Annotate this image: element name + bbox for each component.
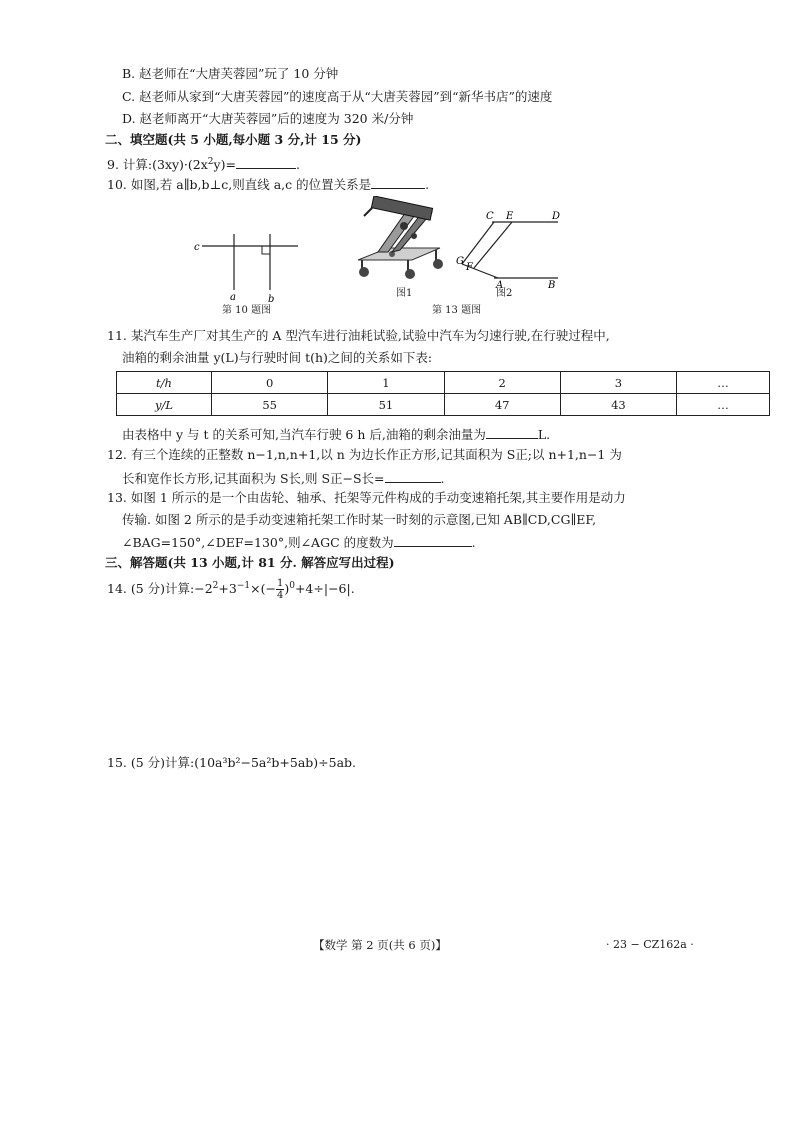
label-c: c xyxy=(194,242,200,253)
table-cell: … xyxy=(677,394,770,416)
label-C: C xyxy=(486,211,494,222)
q10-text: 10. 如图,若 a∥b,b⊥c,则直线 a,c 的位置关系是 xyxy=(107,177,372,192)
table-row xyxy=(117,372,770,394)
q13-line3-text: ∠BAG=150°,∠DEF=130°,则∠AGC 的度数为 xyxy=(122,535,394,550)
gearbox-bracket-illustration xyxy=(348,196,452,284)
figure-1-caption: 图1 xyxy=(396,288,413,299)
fuel-table xyxy=(116,371,770,416)
option-b: B. 赵老师在“大唐芙蓉园”玩了 10 分钟 xyxy=(122,66,339,81)
table-cell: y/L xyxy=(117,394,212,416)
line-cg xyxy=(462,222,494,264)
q14-suffix: +4÷|−6|. xyxy=(294,581,355,597)
question-11-line3 xyxy=(122,425,550,443)
option-c: C. 赵老师从家到“大唐芙蓉园”的速度高于从“大唐芙蓉园”到“新华书店”的速度 xyxy=(122,89,553,104)
q14-exp2: −1 xyxy=(236,581,251,591)
question-15: 15. (5 分)计算:(10a³b²−5a²b+5ab)÷5ab. xyxy=(107,755,357,770)
label-G: G xyxy=(456,256,464,267)
label-B: B xyxy=(548,280,556,291)
question-13-line3 xyxy=(122,533,476,551)
label-a: a xyxy=(230,292,236,303)
q10-answer-blank[interactable] xyxy=(371,175,425,189)
question-13-line2: 传输. 如图 2 所示的是手动变速箱托架工作时某一时刻的示意图,已知 AB∥CD,CG∥EF, xyxy=(122,512,597,527)
q12-end: . xyxy=(440,471,445,486)
page-code: · 23 − CZ162a · xyxy=(606,938,694,951)
q14-numerator: 1 xyxy=(276,578,284,590)
q11-line3-text: 由表格中 y 与 t 的关系可知,当汽车行驶 6 h 后,油箱的剩余油量为 xyxy=(122,427,486,442)
q14-exp3: 0 xyxy=(289,581,295,591)
section-heading-answers: 三、解答题(共 13 小题,计 81 分. 解答应写出过程) xyxy=(105,555,395,570)
question-11-line2: 油箱的剩余油量 y(L)与行驶时间 t(h)之间的关系如下表: xyxy=(122,350,433,365)
question-13-line1: 13. 如图 1 所示的是一个由齿轮、轴承、托架等元件构成的手动变速箱托架,其主要作用是动力 xyxy=(107,490,626,505)
question-11-line1: 11. 某汽车生产厂对其生产的 A 型汽车进行油耗试验,试验中汽车为匀速行驶,在行驶过程中, xyxy=(107,328,610,343)
label-D: D xyxy=(552,211,561,222)
question-12-line1: 12. 有三个连续的正整数 n−1,n,n+1,以 n 为边长作正方形,记其面积为 S正;以 n+1,n−1 为 xyxy=(107,447,622,462)
table-cell: t/h xyxy=(117,372,212,394)
figure-2-diagram xyxy=(454,206,566,292)
q13-end: . xyxy=(471,535,476,550)
right-angle-mark xyxy=(262,246,270,254)
q14-prefix: 14. (5 分)计算:−2 xyxy=(107,581,213,597)
label-F: F xyxy=(466,262,473,273)
section-heading-fill-in: 二、填空题(共 5 小题,每小题 3 分,计 15 分) xyxy=(105,132,362,147)
q10-end: . xyxy=(425,177,430,192)
figure-10-caption: 第 10 题图 xyxy=(222,305,272,316)
label-A: A xyxy=(496,280,504,291)
question-12-line2 xyxy=(122,469,445,487)
q12-answer-blank[interactable] xyxy=(385,469,441,483)
table-cell: 3 xyxy=(560,372,676,394)
q9-exponent: 2 xyxy=(207,157,214,167)
q11-unit: L. xyxy=(537,427,551,442)
page-footer: 【数学 第 2 页(共 6 页)】 xyxy=(313,938,447,952)
q9-prefix: 9. 计算:(3xy)·(2x xyxy=(107,157,208,173)
question-14 xyxy=(107,578,355,608)
question-9 xyxy=(107,154,300,173)
table-cell: 2 xyxy=(444,372,560,394)
table-row xyxy=(117,394,770,416)
q11-answer-blank[interactable] xyxy=(486,425,538,439)
table-cell: 51 xyxy=(328,394,444,416)
q14-close: ) xyxy=(284,581,290,597)
q9-answer-blank[interactable] xyxy=(236,155,296,169)
line-ef xyxy=(474,222,512,268)
question-10 xyxy=(107,175,429,193)
q14-mid2: ×(− xyxy=(250,581,276,597)
table-cell: 43 xyxy=(560,394,676,416)
figure-10-diagram xyxy=(192,230,302,306)
q13-answer-blank[interactable] xyxy=(394,533,472,547)
figure-13-caption: 第 13 题图 xyxy=(432,305,482,316)
label-b: b xyxy=(268,294,275,305)
figure-2-caption: 图2 xyxy=(496,288,513,299)
q14-mid1: +3 xyxy=(218,581,237,597)
q14-denominator: 4 xyxy=(276,590,284,602)
q12-line2-text: 长和宽作长方形,记其面积为 S长,则 S正−S长= xyxy=(122,471,385,486)
table-cell: 55 xyxy=(212,394,328,416)
q9-suffix: y)= xyxy=(213,157,236,173)
table-cell: 0 xyxy=(212,372,328,394)
label-E: E xyxy=(506,211,514,222)
table-cell: … xyxy=(677,372,770,394)
table-cell: 1 xyxy=(328,372,444,394)
option-d: D. 赵老师离开“大唐芙蓉园”后的速度为 320 米/分钟 xyxy=(122,111,414,126)
q9-end: . xyxy=(295,157,300,173)
table-cell: 47 xyxy=(444,394,560,416)
q14-exp1: 2 xyxy=(212,581,219,591)
